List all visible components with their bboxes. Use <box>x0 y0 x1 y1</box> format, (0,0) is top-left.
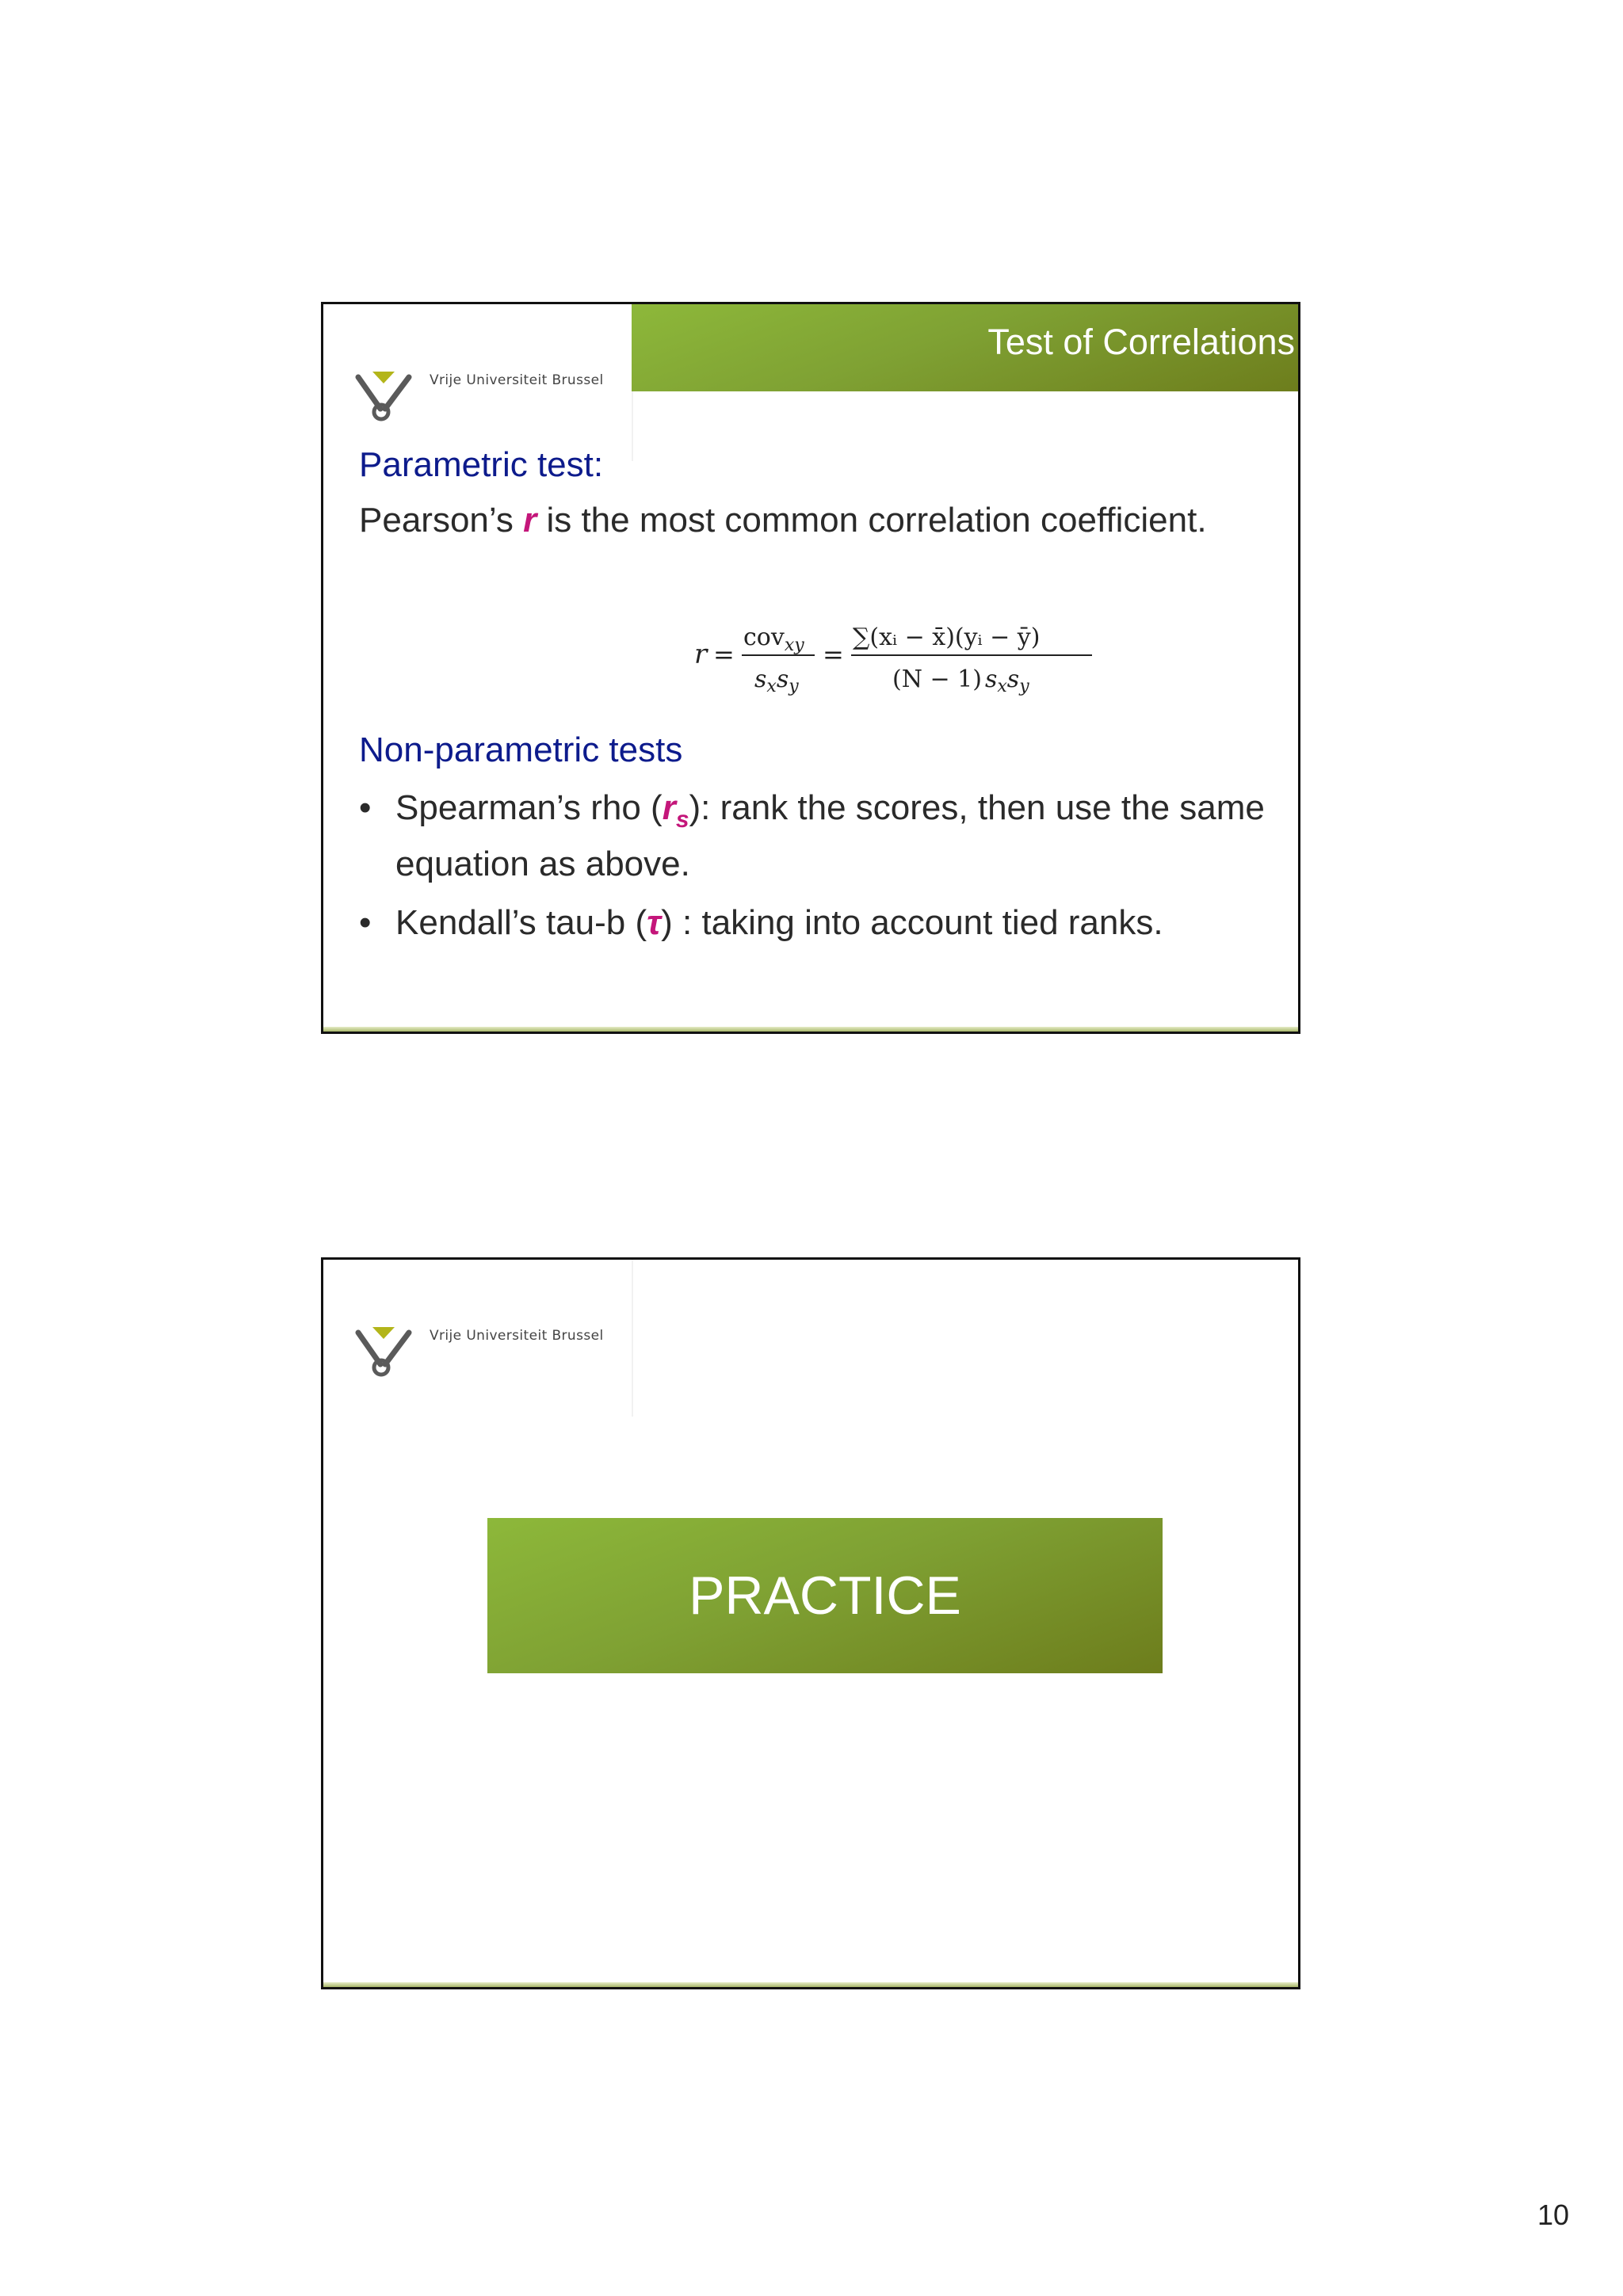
kendall-prefix: Kendall’s tau-b ( <box>395 902 647 942</box>
practice-banner: PRACTICE <box>487 1518 1163 1673</box>
spearman-suffix: ): rank the scores, then use the same equation as above. <box>395 788 1265 883</box>
slide-practice <box>321 1257 1300 1989</box>
spearman-s-subscript: s <box>675 806 689 833</box>
formula-den-sx-sub: x <box>997 677 1007 696</box>
svg-text:covxy <box>743 624 804 655</box>
kendall-tau-symbol: τ <box>647 902 662 942</box>
formula-denominator: (N − 1) <box>892 666 982 693</box>
formula-sx: s <box>754 666 767 693</box>
formula-den-sy: s <box>1006 666 1020 693</box>
formula-sy: s <box>776 666 789 693</box>
formula-numerator: ∑(xᵢ − x̄)(yᵢ − ȳ) <box>853 624 1041 651</box>
formula-den-sx: s <box>984 666 998 693</box>
vub-logo <box>353 1323 604 1379</box>
svg-text:sxsy <box>754 666 799 696</box>
nonparametric-heading: Non-parametric tests <box>359 730 683 769</box>
nonparametric-list <box>359 786 1278 959</box>
parametric-heading: Parametric test: <box>359 445 604 484</box>
formula-cov: cov <box>743 624 785 651</box>
pearson-formula <box>689 609 1102 708</box>
vub-logo-icon <box>353 1323 417 1379</box>
slide-title: Test of Correlations <box>632 304 1300 391</box>
page-number: 10 <box>1537 2199 1569 2231</box>
formula-cov-sub: xy <box>784 635 804 655</box>
formula-den-sy-sub: y <box>1019 677 1029 696</box>
pearson-r-symbol: r <box>523 501 537 540</box>
header-divider <box>632 1260 633 1417</box>
list-item-spearman <box>359 786 1278 887</box>
svg-text:(N − 1)sxsy <box>892 666 1029 696</box>
vub-logo-icon <box>353 368 417 423</box>
formula-equals-2: = <box>823 639 844 669</box>
university-name: Vrije Universiteit Brussel <box>430 1328 604 1344</box>
vub-logo <box>353 368 604 423</box>
pearson-description <box>359 501 1207 540</box>
kendall-suffix: ) : taking into account tied ranks. <box>661 902 1163 942</box>
formula-sy-sub: y <box>789 677 799 696</box>
university-name: Vrije Universiteit Brussel <box>430 372 604 388</box>
pearson-text-after: is the most common correlation coefficient. <box>537 501 1207 540</box>
list-item-kendall <box>359 901 1278 945</box>
formula-lhs: r <box>694 639 708 670</box>
slide-test-of-correlations <box>321 302 1300 1034</box>
spearman-prefix: Spearman’s rho ( <box>395 788 663 827</box>
formula-equals-1: = <box>713 639 735 669</box>
formula-sx-sub: x <box>766 677 777 696</box>
pearson-text-before: Pearson’s <box>359 501 524 540</box>
spearman-r-symbol: r <box>662 788 676 827</box>
